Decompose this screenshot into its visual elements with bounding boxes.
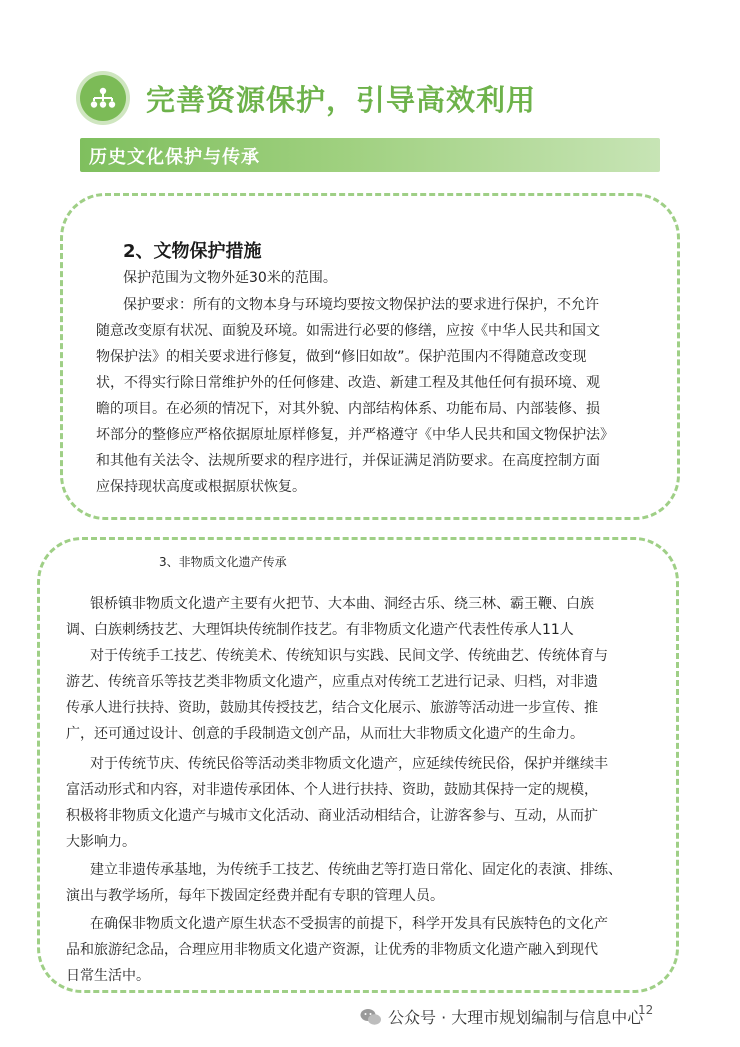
paragraph-line: 品和旅游纪念品，合理应用非物质文化遗产资源，让优秀的非物质文化遗产融入到现代 [66,942,598,958]
wechat-icon [360,1008,382,1026]
header [80,68,536,128]
paragraph-line: 传承人进行扶持、资助，鼓励其传授技艺，结合文化展示、旅游等活动进一步宣传、推 [66,700,598,716]
paragraph-line: 物保护法》的相关要求进行修复，做到“修旧如故”。保护范围内不得随意改变现 [96,349,587,365]
watermark [360,1005,643,1028]
paragraph-line: 游艺、传统音乐等技艺类非物质文化遗产，应重点对传统工艺进行记录、归档，对非遗 [66,674,598,690]
paragraph-line: 银桥镇非物质文化遗产主要有火把节、大本曲、洞经古乐、绕三林、霸王鞭、白族 [90,596,594,612]
page-number: 12 [638,1003,654,1017]
paragraph-line: 演出与教学场所，每年下拨固定经费并配有专职的管理人员。 [66,888,444,904]
paragraph-line: 富活动形式和内容，对非遗传承团体、个人进行扶持、资助，鼓励其保持一定的规模， [66,782,598,798]
paragraph-line: 随意改变原有状况、面貌及环境。如需进行必要的修缮，应按《中华人民共和国文 [96,323,600,339]
paragraph-line: 对于传统节庆、传统民俗等活动类非物质文化遗产，应延续传统民俗，保护并继续丰 [90,756,608,772]
paragraph-line: 坏部分的整修应严格依据原址原样修复，并严格遵守《中华人民共和国文物保护法》 [96,427,614,443]
paragraph-line: 调、白族刺绣技艺、大理饵块传统制作技艺。有非物质文化遗产代表性传承人11人 [66,622,574,638]
paragraph-line: 大影响力。 [66,834,136,850]
paragraph-line: 状，不得实行除日常维护外的任何修建、改造、新建工程及其他任何有损环境、观 [96,375,600,391]
watermark-text: 公众号 · 大理市规划编制与信息中心 [388,1008,644,1027]
paragraph-line: 对于传统手工技艺、传统美术、传统知识与实践、民间文学、传统曲艺、传统体育与 [90,648,608,664]
paragraph-line: 积极将非物质文化遗产与城市文化活动、商业活动相结合，让游客参与、互动，从而扩 [66,808,598,824]
relic-protection-heading: 2、文物保护措施 [123,241,262,262]
paragraph-line: 建立非遗传承基地，为传统手工技艺、传统曲艺等打造日常化、固定化的表演、排练、 [90,862,622,878]
paragraph-line: 日常生活中。 [66,968,150,984]
paragraph-line: 应保持现状高度或根据原状恢复。 [96,479,306,495]
paragraph-line: 广，还可通过设计、创意的手段制造文创产品，从而壮大非物质文化遗产的生命力。 [66,726,584,742]
paragraph-line: 保护范围为文物外延30米的范围。 [123,270,337,286]
paragraph-line: 和其他有关法令、法规所要求的程序进行，并保证满足消防要求。在高度控制方面 [96,453,600,469]
section-title: 历史文化保护与传承 [89,147,260,168]
page-title: 完善资源保护，引导高效利用 [146,82,537,117]
intangible-heritage-heading: 3、非物质文化遗产传承 [159,555,287,569]
org-chart-icon [80,75,126,121]
paragraph-line: 保护要求：所有的文物本身与环境均要按文物保护法的要求进行保护，不允许 [123,297,599,313]
paragraph-line: 在确保非物质文化遗产原生状态不受损害的前提下，科学开发具有民族特色的文化产 [90,916,608,932]
paragraph-line: 瞻的项目。在必须的情况下，对其外貌、内部结构体系、功能布局、内部装修、损 [96,401,600,417]
section-bar [80,138,660,172]
